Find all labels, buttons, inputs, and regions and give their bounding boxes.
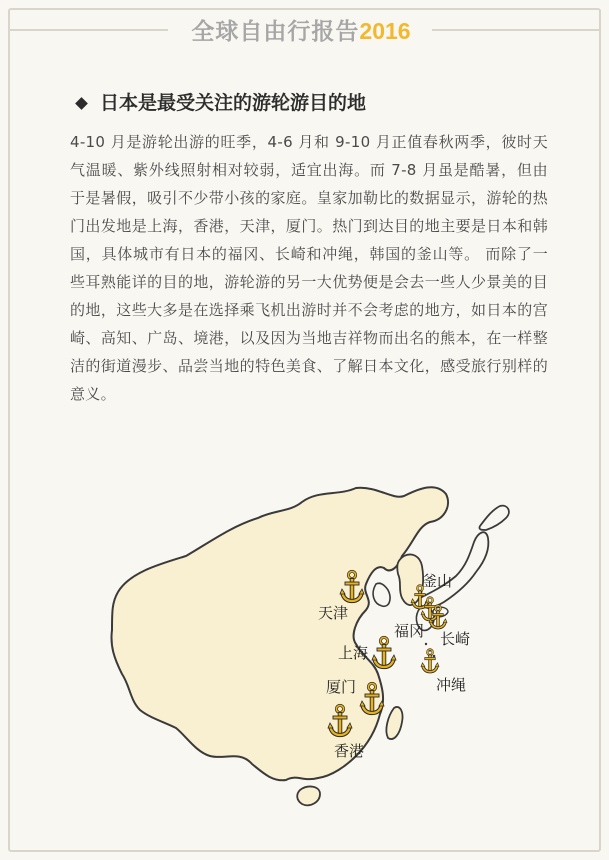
japan-honshu xyxy=(420,532,488,607)
diamond-bullet-icon xyxy=(75,97,88,110)
cruise-ports-map xyxy=(0,460,609,860)
okinawa-island-dot-2 xyxy=(433,655,436,658)
shanghai-anchor-icon xyxy=(372,637,396,667)
label-hongkong: 香港 xyxy=(334,742,365,760)
section-paragraph: 4-10 月是游轮出游的旺季，4-6 月和 9-10 月正值春秋两季，彼时天气温暖、紫外线照射相对较弱，适宜出海。而 7-8 月虽是酷暑，但由于是暑假，吸引不少带小孩的家庭。皇家加勒比的数据显示，游轮的热门出发地是上海，香港，天津，厦门。热门到达目的地主要是日本和韩国，具体城市有日本的福冈、长崎和冲绳，韩国的釜山等。 而除了一些耳熟能详的目的地，游轮游的另一大优势便是会去一些人少景美的目的地，这些大多是在选择乘飞机出游时并不会考虑的地方，如日本的宫崎、高知、广岛、境港，以及因为当地吉祥物而出名的熊本，在一样整洁的街道漫步、品尝当地的特色美食、了解日本文化，感受旅行别样的意义。 xyxy=(70,133,548,403)
japan-hokkaido xyxy=(479,506,508,530)
header-rule-left xyxy=(10,29,168,31)
section-heading-text: 日本是最受关注的游轮游目的地 xyxy=(100,92,367,114)
bohai-gulf xyxy=(373,583,390,606)
label-busan: 釜山 xyxy=(422,572,453,590)
okinawa-island-dot-3 xyxy=(425,643,427,645)
hainan-landmass xyxy=(297,787,320,806)
label-nagasaki: 长崎 xyxy=(440,630,471,648)
label-okinawa: 冲绳 xyxy=(436,676,467,694)
report-header xyxy=(0,0,609,56)
section-heading xyxy=(73,88,366,118)
label-tianjin: 天津 xyxy=(318,604,349,622)
okinawa-anchor-icon xyxy=(421,650,439,672)
label-shanghai: 上海 xyxy=(338,644,369,662)
report-title-text: 全球自由行报告 xyxy=(191,19,360,45)
label-xiamen: 厦门 xyxy=(326,678,357,696)
report-title xyxy=(170,14,432,48)
report-title-year: 2016 xyxy=(359,18,411,44)
label-fukuoka: 福冈 xyxy=(394,622,425,640)
header-rule-right xyxy=(432,29,599,31)
taiwan-landmass xyxy=(386,707,402,739)
